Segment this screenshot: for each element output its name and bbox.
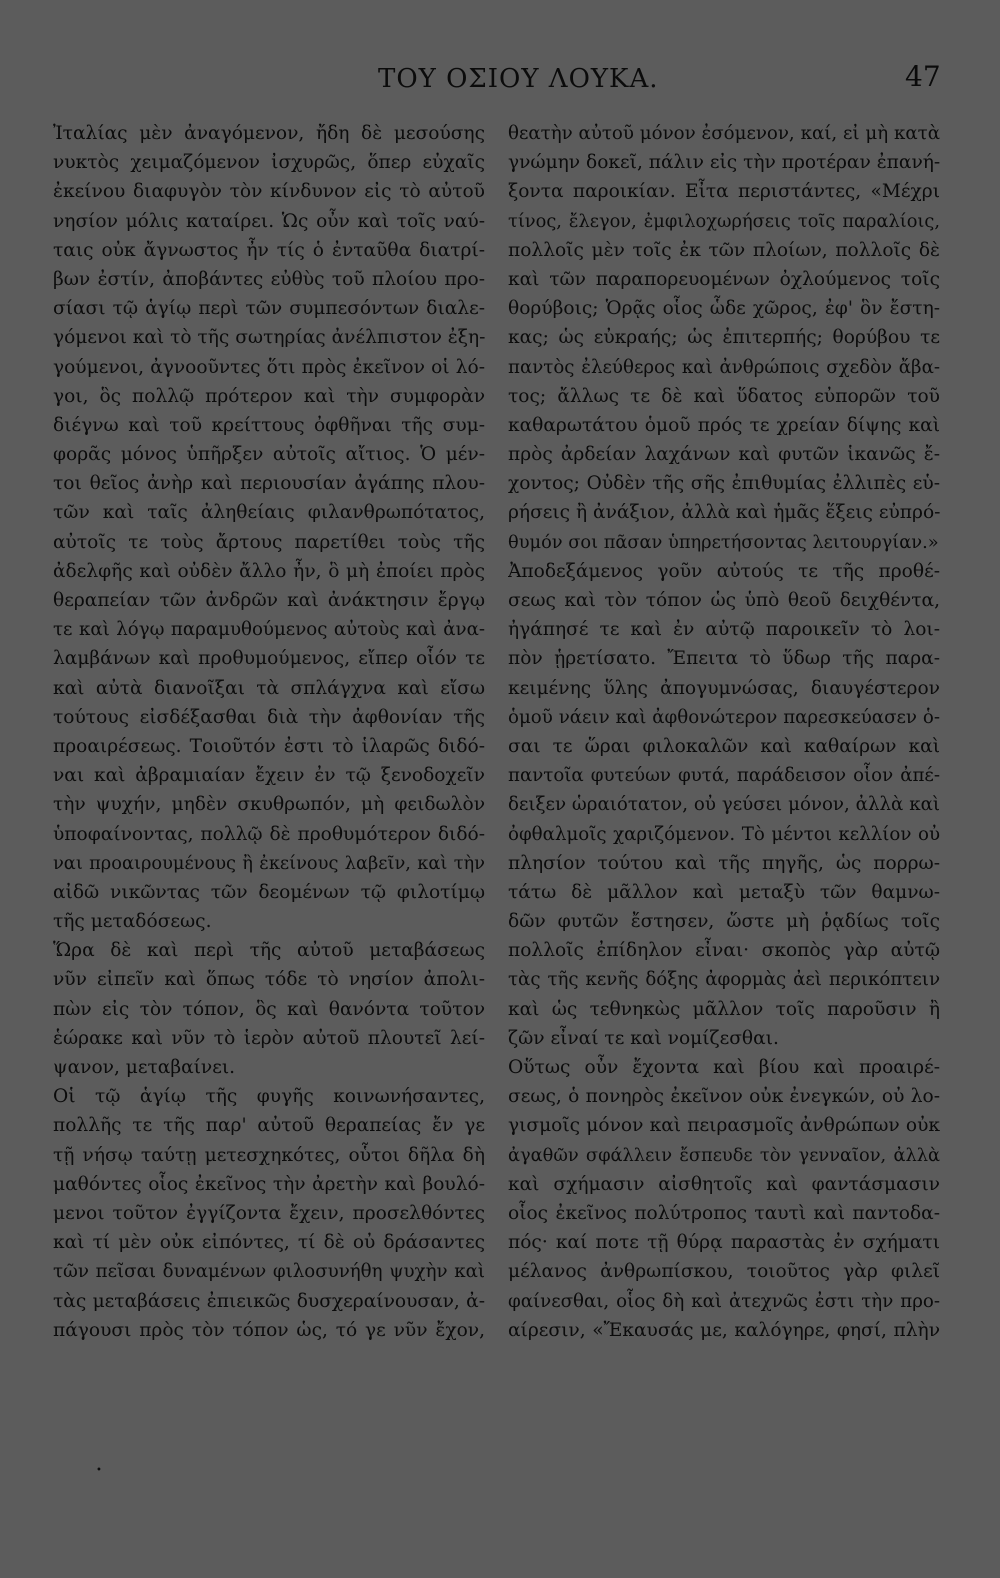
running-title: ΤΟΥ ΟΣΙΟΥ ΛΟΥΚΑ. xyxy=(378,64,659,94)
text-line: γούμενοι, ἀγνοοῦντες ὅτι πρὸς ἐκεῖνον οἱ λό- xyxy=(53,356,485,378)
text-line: πὼν εἰς τὸν τόπον, ὃς καὶ θανόντα τοῦτον xyxy=(53,998,485,1020)
text-line: ὁμοῦ νάειν καὶ ἀφθονώτερον παρεσκεύασεν ὁ- xyxy=(508,706,940,728)
text-line: πός· καί ποτε τῇ θύρᾳ παραστὰς ἐν σχήματι xyxy=(508,1232,940,1254)
text-line: τὰς μεταβάσεις ἐπιεικῶς δυσχεραίνουσαν, ἀ- xyxy=(53,1290,485,1312)
text-line: τὴν ψυχήν, μηδὲν σκυθρωπόν, μὴ φειδωλὸν xyxy=(53,794,485,816)
text-line: διέγνω καὶ τοῦ κρείττους ὀφθῆναι τῆς συμ- xyxy=(53,414,485,436)
text-line: ἀγαθῶν σφάλλειν ἔσπευδε τὸν γενναῖον, ἀλλὰ xyxy=(508,1144,940,1166)
text-line: ὑποφαίνοντας, πολλῷ δὲ προθυμότερον διδό- xyxy=(53,823,485,845)
text-line: τῶν πεῖσαι δυναμένων φιλοσυνήθη ψυχὴν καὶ xyxy=(53,1261,485,1283)
text-line: βων ἐστίν, ἀποβάντες εὐθὺς τοῦ πλοίου προ- xyxy=(53,268,485,290)
text-line: Οὕτως οὖν ἔχοντα καὶ βίου καὶ προαιρέ- xyxy=(508,1057,940,1078)
text-line: πολλοῖς ἐπίδηλον εἶναι· σκοπὸς γὰρ αὐτῷ xyxy=(508,940,940,962)
text-line: καὶ ὡς τεθνηκὼς μᾶλλον τοῖς παροῦσιν ἢ xyxy=(508,998,940,1020)
text-line: λαμβάνων καὶ προθυμούμενος, εἴπερ οἷόν τε xyxy=(53,648,485,670)
text-line: τάτω δὲ μᾶλλον καὶ μεταξὺ τῶν θαμνω- xyxy=(508,881,940,903)
text-line: ἑώρακε καὶ νῦν τὸ ἱερὸν αὐτοῦ πλουτεῖ λεί- xyxy=(53,1027,485,1049)
text-line: ἀδελφῆς καὶ οὐδὲν ἄλλο ἦν, ὃ μὴ ἐποίει πρὸς xyxy=(53,560,485,582)
text-line: σεως, ὁ πονηρὸς ἐκεῖνον οὐκ ἐνεγκών, οὐ λο- xyxy=(508,1086,940,1108)
text-line: σίασι τῷ ἁγίῳ περὶ τῶν συμπεσόντων διαλε- xyxy=(53,298,485,320)
text-line: Ἰταλίας μὲν ἀναγόμενον, ἤδη δὲ μεσούσης xyxy=(53,123,485,144)
left-text-column xyxy=(53,119,485,1345)
text-line: φαίνεσθαι, οἷος δὴ καὶ ἀτεχνῶς ἐστι τὴν προ- xyxy=(508,1290,940,1312)
text-line: καὶ τί μὲν οὐκ εἰπόντες, τί δὲ οὐ δράσαντες xyxy=(53,1232,485,1254)
text-line: νῦν εἰπεῖν καὶ ὅπως τόδε τὸ νησίον ἀπολι- xyxy=(53,969,485,991)
text-line: τίνος, ἔλεγον, ἐμφιλοχωρήσεις τοῖς παραλίοις, xyxy=(508,210,940,232)
page-header xyxy=(0,60,1000,100)
text-line: σαι τε ὥραι φιλοκαλῶν καὶ καθαίρων καὶ xyxy=(508,735,940,757)
text-line: αἰδῶ νικῶντας τῶν δεομένων τῷ φιλοτίμῳ xyxy=(53,881,485,903)
text-line: φορᾶς μόνος ὑπῆρξεν αὐτοῖς αἴτιος. Ὁ μέν- xyxy=(53,444,485,466)
text-line: αὐτοῖς τε τοὺς ἄρτους παρετίθει τοὺς τῆς xyxy=(53,531,485,553)
text-line: προαιρέσεως. Τοιοῦτόν ἐστι τὸ ἱλαρῶς διδό- xyxy=(53,735,485,757)
text-line: μενοι τοῦτον ἐγγίζοντα ἔχειν, προσελθόντες xyxy=(53,1202,485,1224)
text-line: καθαρωτάτου ὁμοῦ πρός τε χρείαν δίψης καὶ xyxy=(508,414,940,436)
text-line: νυκτὸς χειμαζόμενον ἰσχυρῶς, ὅπερ εὐχαῖς xyxy=(53,152,485,174)
text-line: κειμένης ὕλης ἀπογυμνώσας, διαυγέστερον xyxy=(508,677,940,699)
text-line: τοι θεῖος ἀνὴρ καὶ περιουσίαν ἀγάπης πλου- xyxy=(53,473,485,495)
text-line: ἐκείνου διαφυγὸν τὸν κίνδυνον εἰς τὸ αὐτοῦ xyxy=(53,181,485,203)
text-line: πλησίον τούτου καὶ τῆς πηγῆς, ὡς πορρω- xyxy=(508,852,940,874)
text-line: δῶν φυτῶν ἔστησεν, ὥστε μὴ ῥᾳδίως τοῖς xyxy=(508,911,940,933)
text-line: γνώμην δοκεῖ, πάλιν εἰς τὴν προτέραν ἐπανή- xyxy=(508,152,940,174)
text-line: ἠγάπησέ τε καὶ ἐν αὐτῷ παροικεῖν τὸ λοι- xyxy=(508,619,940,641)
text-line: ξοντα παροικίαν. Εἶτα περιστάντες, «Μέχρι xyxy=(508,181,940,203)
text-line: γισμοῖς μόνον καὶ πειρασμοῖς ἀνθρώπων οὐκ xyxy=(508,1115,940,1137)
text-line: καὶ σχήμασιν αἰσθητοῖς καὶ φαντάσμασιν xyxy=(508,1173,940,1195)
text-line: τος; ἄλλως τε δὲ καὶ ὕδατος εὐπορῶν τοῦ xyxy=(508,385,940,407)
text-line: τούτους εἰσδέξασθαι διὰ τὴν ἀφθονίαν τῆς xyxy=(53,706,485,728)
text-line: Ἀποδεξάμενος γοῦν αὐτούς τε τῆς προθέ- xyxy=(508,560,940,582)
text-line: γοι, ὃς πολλῷ πρότερον καὶ τὴν συμφορὰν xyxy=(53,385,485,407)
text-line: νησίον μόλις καταίρει. Ὡς οὖν καὶ τοῖς ναύ- xyxy=(53,210,485,232)
text-line: θυμόν σοι πᾶσαν ὑπηρετήσοντας λειτουργίαν.» xyxy=(508,531,939,553)
text-line: τῶν καὶ ταῖς ἀληθείαις φιλανθρωπότατος, xyxy=(53,502,485,524)
text-line: παντὸς ἐλεύθερος καὶ ἀνθρώποις σχεδὸν ἄβα- xyxy=(508,356,940,378)
text-line: Ὥρα δὲ καὶ περὶ τῆς αὐτοῦ μεταβάσεως xyxy=(53,940,485,962)
text-line: μαθόντες οἷος ἐκεῖνος τὴν ἀρετὴν καὶ βουλό- xyxy=(53,1173,485,1195)
text-line: ναι προαιρουμένους ἢ ἐκείνους λαβεῖν, καὶ τὴν xyxy=(53,852,485,874)
text-line: οἷος ἐκεῖνος πολύτροπος ταυτὶ καὶ παντοδα- xyxy=(508,1202,940,1224)
text-line: καὶ τῶν παραπορευομένων ὀχλούμενος τοῖς xyxy=(508,268,940,290)
text-line: ρήσεις ἢ ἀνάξιον, ἀλλὰ καὶ ἡμᾶς ἕξεις εὐπρό- xyxy=(508,502,940,524)
text-line: σεως καὶ τὸν τόπον ὡς ὑπὸ θεοῦ δειχθέντα, xyxy=(508,590,940,611)
text-line: πάγουσι πρὸς τὸν τόπον ὡς, τό γε νῦν ἔχον, xyxy=(53,1319,485,1341)
text-line: ψανον, μεταβαίνει. xyxy=(53,1057,236,1078)
text-line: αίρεσιν, «Ἔκαυσάς με, καλόγηρε, φησί, πλὴν xyxy=(508,1319,940,1341)
text-line: τῇ νήσῳ ταύτῃ μετεσχηκότες, οὗτοι δῆλα δὴ xyxy=(53,1144,485,1166)
page-number: 47 xyxy=(905,60,941,93)
text-line: ὀφθαλμοῖς χαριζόμενον. Τὸ μέντοι κελλίον οὐ xyxy=(508,823,940,845)
text-line: καὶ αὐτὰ διανοῖξαι τὰ σπλάγχνα καὶ εἴσω xyxy=(53,677,485,699)
text-line: θορύβοις; Ὁρᾷς οἷος ὧδε χῶρος, ἐφ' ὃν ἔστη- xyxy=(508,298,940,320)
text-line: χοντος; Οὐδὲν τῆς σῆς ἐπιθυμίας ἐλλιπὲς εὑ- xyxy=(508,473,940,495)
text-line: κας; ὡς εὐκραής; ὡς ἐπιτερπής; θορύβου τε xyxy=(508,327,940,349)
text-line: πολλῆς τε τῆς παρ' αὐτοῦ θεραπείας ἔν γε xyxy=(53,1115,485,1137)
text-line: τῆς μεταδόσεως. xyxy=(53,911,212,933)
text-line: ζῶν εἶναί τε καὶ νομίζεσθαι. xyxy=(508,1027,779,1049)
stray-ink-mark: • xyxy=(96,1465,102,1476)
text-line: πρὸς ἀρδείαν λαχάνων καὶ φυτῶν ἱκανῶς ἔ- xyxy=(508,444,940,466)
text-line: Οἱ τῷ ἁγίῳ τῆς φυγῆς κοινωνήσαντες, xyxy=(53,1086,485,1108)
text-line: παντοῖα φυτεύων φυτά, παράδεισον οἷον ἀπέ- xyxy=(508,765,940,787)
text-line: θεατὴν αὐτοῦ μόνον ἐσόμενον, καί, εἰ μὴ κατὰ xyxy=(508,123,940,144)
text-line: ταις οὐκ ἄγνωστος ἦν τίς ὁ ἐνταῦθα διατρί- xyxy=(53,239,485,261)
text-line: τε καὶ λόγῳ παραμυθούμενος αὐτοὺς καὶ ἀνα- xyxy=(53,619,485,641)
text-line: θεραπείαν τῶν ἀνδρῶν καὶ ἀνάκτησιν ἔργῳ xyxy=(53,590,485,611)
right-text-column xyxy=(508,119,940,1345)
text-line: πολλοῖς μὲν τοῖς ἐκ τῶν πλοίων, πολλοῖς δὲ xyxy=(508,239,940,261)
text-line: δειξεν ὡραιότατον, οὐ γεύσει μόνον, ἀλλὰ καὶ xyxy=(508,794,940,816)
text-line: μέλανος ἀνθρωπίσκου, τοιοῦτος γὰρ φιλεῖ xyxy=(508,1261,940,1283)
text-line: γόμενοι καὶ τὸ τῆς σωτηρίας ἀνέλπιστον ἐξη- xyxy=(53,327,485,349)
text-line: τὰς τῆς κενῆς δόξης ἀφορμὰς ἀεὶ περικόπτειν xyxy=(508,969,940,991)
text-line: ναι καὶ ἀβραμιαίαν ἔχειν ἐν τῷ ξενοδοχεῖν xyxy=(53,765,485,787)
text-line: πὸν ᾑρετίσατο. Ἔπειτα τὸ ὕδωρ τῆς παρα- xyxy=(508,648,940,670)
